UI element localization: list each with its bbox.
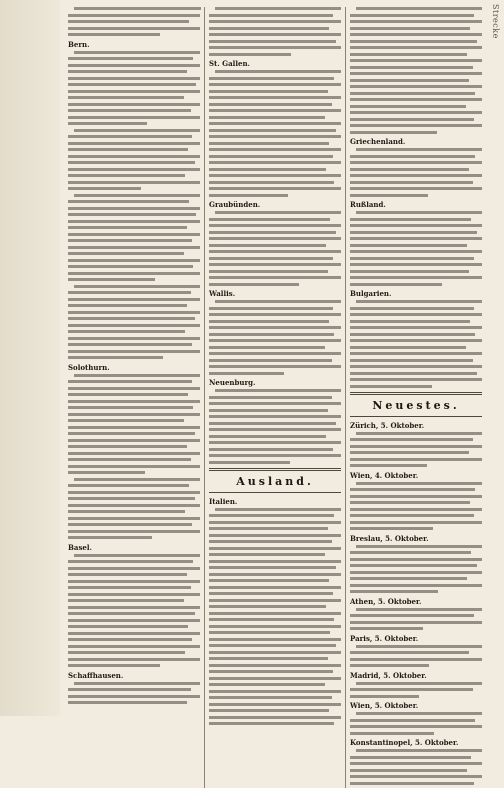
- text-block: [209, 300, 341, 375]
- headline-bulgarien: Bulgarien.: [350, 289, 392, 298]
- dateline: Wien, 4. Oktober.: [350, 470, 419, 480]
- text-block: [350, 608, 482, 631]
- dateline: Breslau, 5. Oktober.: [350, 533, 429, 543]
- text-block: [68, 51, 200, 126]
- column-2: [209, 7, 341, 788]
- text-block: [68, 478, 200, 540]
- text-block: [350, 300, 482, 388]
- text-block: [350, 645, 482, 668]
- text-block: [350, 432, 482, 468]
- section-rule: [209, 492, 341, 493]
- text-block: [209, 508, 341, 726]
- headline-basel: Basel.: [68, 542, 92, 552]
- text-block: [209, 70, 341, 197]
- text-block: [68, 682, 200, 705]
- dateline: Paris, 5. Oktober.: [350, 633, 419, 643]
- headline-schaffhausen: Schaffhausen.: [68, 670, 124, 680]
- dateline: Madrid, 5. Oktober.: [350, 670, 427, 680]
- edge-text: Strecke: [491, 4, 500, 39]
- text-block: [68, 285, 200, 360]
- section-title-ausland: Ausland.: [236, 474, 314, 488]
- headline-neuenburg: Neuenburg.: [209, 378, 256, 387]
- dateline: Wien, 5. Oktober.: [350, 701, 419, 710]
- section-rule: [350, 416, 482, 417]
- text-block: [68, 129, 200, 191]
- text-block: [68, 374, 200, 475]
- text-block: [350, 682, 482, 698]
- text-block: [350, 749, 482, 785]
- dateline: Konstantinopel, 5. Oktober.: [350, 738, 459, 747]
- text-block: [209, 7, 341, 56]
- headline-russland: Rußland.: [350, 200, 386, 209]
- text-block: [350, 148, 482, 197]
- text-block: [350, 7, 482, 134]
- headline-wallis: Wallis.: [209, 289, 236, 298]
- text-block: [350, 211, 482, 286]
- text-block: [209, 389, 341, 464]
- text-block: [350, 712, 482, 735]
- headline-griechenland: Griechenland.: [350, 137, 406, 146]
- text-block: [350, 482, 482, 531]
- section-title-neuestes: Neuestes.: [372, 398, 460, 412]
- scan-gutter: [0, 0, 60, 716]
- headline-italien: Italien.: [209, 496, 238, 506]
- text-block: [68, 194, 200, 282]
- text-block: [350, 545, 482, 594]
- headline-solothurn: Solothurn.: [68, 362, 110, 372]
- section-rule: [209, 468, 341, 471]
- column-layout: [68, 7, 482, 747]
- column-3: [350, 7, 482, 788]
- section-rule: [350, 392, 482, 395]
- headline-graubuenden: Graubünden.: [209, 200, 261, 209]
- text-block: [68, 7, 200, 36]
- dateline: Athen, 5. Oktober.: [350, 596, 422, 606]
- column-1: [68, 7, 200, 788]
- dateline: Zürich, 5. Oktober.: [350, 420, 425, 430]
- text-block: [209, 211, 341, 286]
- text-block: [68, 554, 200, 668]
- headline-st-gallen: St. Gallen.: [209, 59, 250, 68]
- headline-bern: Bern.: [68, 39, 90, 49]
